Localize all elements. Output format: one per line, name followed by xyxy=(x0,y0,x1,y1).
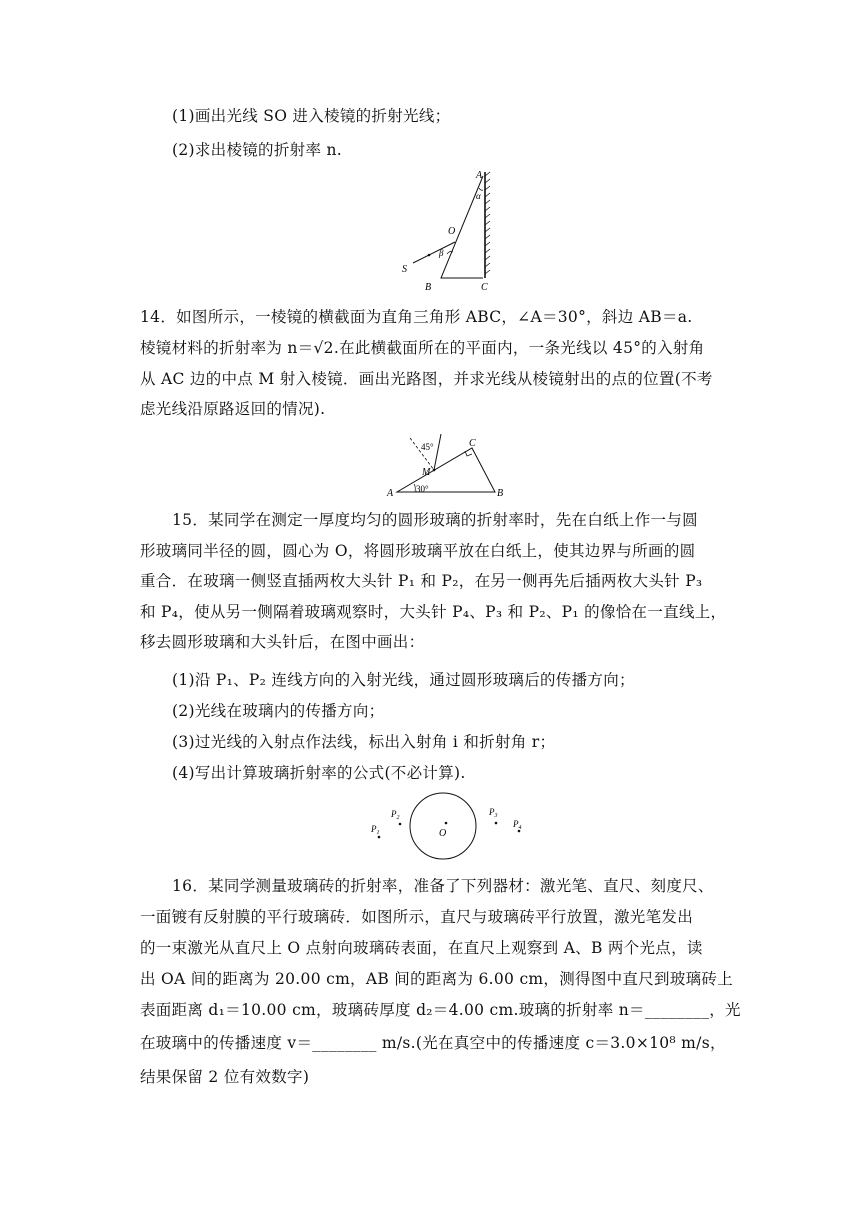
label-s: S xyxy=(402,264,407,275)
label-b: B xyxy=(497,488,504,499)
text-line: 棱镜材料的折射率为 n＝√2.在此横截面所在的平面内，一条光线以 45°的入射角 xyxy=(140,339,705,357)
text-line: (1)沿 P₁、P₂ 连线方向的入射光线，通过圆形玻璃后的传播方向； xyxy=(172,671,635,689)
text-line: 移去圆形玻璃和大头针后，在图中画出： xyxy=(140,633,425,651)
text-line: 一面镀有反射膜的平行玻璃砖．如图所示，直尺与玻璃砖平行放置，激光笔发出 xyxy=(140,908,694,926)
figure-14-triangle xyxy=(385,432,513,500)
text-line: 虑光线沿原路返回的情况). xyxy=(140,400,326,418)
label-o: O xyxy=(439,828,447,839)
text-line: 的一束激光从直尺上 O 点射向玻璃砖表面，在直尺上观察到 A、B 两个光点，读 xyxy=(140,939,703,957)
label-o: O xyxy=(448,226,456,237)
text-line: 14．如图所示，一棱镜的横截面为直角三角形 ABC，∠A＝30°，斜边 AB＝a. xyxy=(140,308,693,326)
text-line: (2)求出棱镜的折射率 n. xyxy=(172,141,342,159)
label-45deg: 45° xyxy=(421,442,434,452)
label-alpha: α xyxy=(476,191,481,201)
text-line: 从 AC 边的中点 M 射入棱镜．画出光路图，并求光线从棱镜射出的点的位置(不考 xyxy=(140,370,713,388)
text-line: 结果保留 2 位有效数字) xyxy=(140,1068,310,1086)
text-line: 形玻璃同半径的圆，圆心为 O，将圆形玻璃平放在白纸上，使其边界与所画的圆 xyxy=(140,542,696,560)
label-beta: β xyxy=(439,248,444,258)
label-p4: $P_4$ xyxy=(513,819,522,831)
label-b: B xyxy=(425,282,432,293)
label-p2: $P_2$ xyxy=(391,809,400,821)
label-a: A xyxy=(387,488,394,499)
text-line: 在玻璃中的传播速度 v＝________ m/s.(光在真空中的传播速度 c＝3.0×10⁸ m/s， xyxy=(140,1034,726,1052)
text-line: 重合．在玻璃一侧竖直插两枚大头针 P₁ 和 P₂，在另一侧再先后插两枚大头针 P₃ xyxy=(140,572,703,590)
figure-15-circle-pins xyxy=(362,790,542,862)
label-p3: $P_3$ xyxy=(489,807,498,819)
text-line: 15．某同学在测定一厚度均匀的圆形玻璃的折射率时，先在白纸上作一与圆 xyxy=(172,511,698,529)
text-line: (4)写出计算玻璃折射率的公式(不必计算). xyxy=(172,764,466,782)
text-line: 表面距离 d₁＝10.00 cm，玻璃砖厚度 d₂＝4.00 cm.玻璃的折射率 n＝________，光 xyxy=(140,1001,741,1019)
figure-13-prism-mirror xyxy=(395,168,505,296)
text-line: 和 P₄，使从另一侧隔着玻璃观察时，大头针 P₄、P₃ 和 P₂、P₁ 的像恰在一直线上， xyxy=(140,603,727,621)
label-a: A xyxy=(476,170,483,181)
text-line: 16．某同学测量玻璃砖的折射率，准备了下列器材：激光笔、直尺、刻度尺、 xyxy=(172,877,714,895)
text-line: (2)光线在玻璃内的传播方向； xyxy=(172,702,385,720)
label-30deg: 30° xyxy=(416,484,429,494)
label-m: M xyxy=(422,467,431,478)
text-line: 出 OA 间的距离为 20.00 cm，AB 间的距离为 6.00 cm，测得图中直尺到玻璃砖上 xyxy=(140,970,734,988)
label-c: C xyxy=(481,282,488,293)
text-line: (3)过光线的入射点作法线，标出入射角 i 和折射角 r； xyxy=(172,733,556,751)
label-c: C xyxy=(469,438,476,449)
text-line: (1)画出光线 SO 进入棱镜的折射光线； xyxy=(172,107,451,125)
label-p1: $P_1$ xyxy=(371,824,380,836)
